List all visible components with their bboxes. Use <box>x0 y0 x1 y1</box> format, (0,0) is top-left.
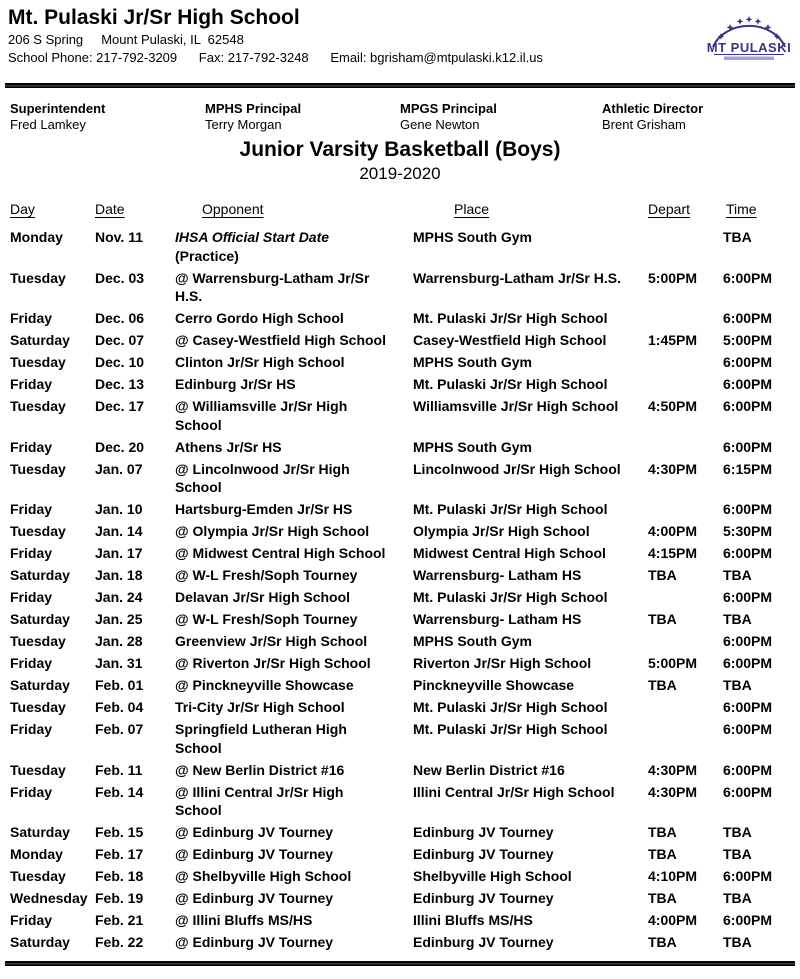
cell-time: 5:00PM <box>723 332 773 348</box>
cell-opponent <box>175 269 413 306</box>
cell-place: Mt. Pulaski Jr/Sr High School <box>413 310 608 326</box>
cell-date: Feb. 07 <box>95 721 144 737</box>
cell-time: 6:00PM <box>723 655 773 671</box>
logo-text: MT PULASKI <box>706 40 792 55</box>
letterhead <box>0 6 800 66</box>
cell-time: 6:00PM <box>723 721 773 737</box>
cell-place: Lincolnwood Jr/Sr High School <box>413 460 621 477</box>
cell-depart: 4:30PM <box>648 783 698 800</box>
cell-depart: 4:30PM <box>648 761 698 778</box>
cell-time: TBA <box>723 229 752 245</box>
cell-time: 6:00PM <box>723 868 773 884</box>
opponent-line: School <box>175 479 222 495</box>
cell-place: Casey-Westfield High School <box>413 332 607 348</box>
cell-date: Feb. 21 <box>95 912 144 928</box>
cell-opponent <box>175 353 413 372</box>
opponent-line: Hartsburg-Emden Jr/Sr HS <box>175 501 353 517</box>
table-row <box>10 632 798 651</box>
staff-title: MPHS Principal <box>205 101 302 116</box>
opponent-line: Cerro Gordo High School <box>175 310 344 326</box>
table-row <box>10 654 798 673</box>
title-block <box>0 138 800 184</box>
cell-time: 6:00PM <box>723 912 773 928</box>
cell-opponent <box>175 228 413 265</box>
table-row <box>10 889 798 908</box>
cell-day: Tuesday <box>10 460 66 477</box>
cell-place: Edinburg JV Tourney <box>413 846 554 862</box>
cell-opponent <box>175 761 413 780</box>
cell-day: Wednesday <box>10 890 88 906</box>
cell-time: TBA <box>723 890 752 906</box>
opponent-line: @ W-L Fresh/Soph Tourney <box>175 611 358 627</box>
cell-place: Edinburg JV Tourney <box>413 934 554 950</box>
cell-time: 6:00PM <box>723 545 773 561</box>
cell-place: Williamsville Jr/Sr High School <box>413 398 619 414</box>
schedule-season: 2019-2020 <box>359 164 441 183</box>
staff-member <box>400 101 602 133</box>
cell-place: Shelbyville High School <box>413 868 572 884</box>
cell-place: Illini Central Jr/Sr High School <box>413 783 615 800</box>
opponent-line: @ Olympia Jr/Sr High School <box>175 523 370 539</box>
cell-time: 6:00PM <box>723 438 773 455</box>
table-row <box>10 588 798 607</box>
cell-place: MPHS South Gym <box>413 354 533 370</box>
cell-time: TBA <box>723 677 752 693</box>
opponent-line: Clinton Jr/Sr High School <box>175 354 345 370</box>
cell-depart: 1:45PM <box>648 332 698 348</box>
cell-date: Jan. 18 <box>95 567 143 583</box>
opponent-line: @ Edinburg JV Tourney <box>175 846 334 862</box>
cell-time: 6:00PM <box>723 376 773 392</box>
cell-depart: TBA <box>648 890 677 906</box>
school-name: Mt. Pulaski Jr/Sr High School <box>8 6 300 29</box>
table-row <box>10 823 798 842</box>
school-logo <box>704 6 794 64</box>
cell-time: 6:00PM <box>723 269 773 286</box>
table-row <box>10 783 798 820</box>
cell-day: Saturday <box>10 567 70 583</box>
table-row <box>10 566 798 585</box>
cell-day: Saturday <box>10 332 70 348</box>
cell-day: Tuesday <box>10 354 66 370</box>
cell-opponent <box>175 331 413 350</box>
opponent-line: Springfield Lutheran High <box>175 721 347 737</box>
staff-name: Gene Newton <box>400 117 480 132</box>
cell-place: New Berlin District #16 <box>413 761 565 778</box>
opponent-line: (Practice) <box>175 247 239 264</box>
cell-day: Friday <box>10 438 53 455</box>
cell-place: Pinckneyville Showcase <box>413 677 575 693</box>
col-header-date: Date <box>95 201 125 217</box>
cell-opponent <box>175 375 413 394</box>
cell-date: Jan. 17 <box>95 545 143 561</box>
cell-time: 6:00PM <box>723 783 773 800</box>
cell-depart: 4:10PM <box>648 868 698 884</box>
table-row <box>10 867 798 886</box>
cell-day: Tuesday <box>10 398 66 414</box>
staff-title: Superintendent <box>10 101 106 116</box>
opponent-line: Delavan Jr/Sr High School <box>175 589 351 605</box>
cell-place: MPHS South Gym <box>413 438 533 455</box>
staff-name: Brent Grisham <box>602 117 686 132</box>
cell-opponent <box>175 867 413 886</box>
opponent-line: @ Edinburg JV Tourney <box>175 890 334 906</box>
cell-place: Midwest Central High School <box>413 545 606 561</box>
cell-opponent <box>175 397 413 434</box>
cell-opponent <box>175 845 413 864</box>
table-row <box>10 460 798 497</box>
cell-time: TBA <box>723 567 752 583</box>
col-header-opponent: Opponent <box>202 201 264 217</box>
opponent-line: @ Illini Central Jr/Sr High <box>175 783 344 800</box>
cell-depart: 4:15PM <box>648 545 698 561</box>
staff-title: Athletic Director <box>602 101 704 116</box>
schedule-table-body <box>10 228 798 952</box>
cell-time: TBA <box>723 934 752 950</box>
table-row <box>10 698 798 717</box>
opponent-line: @ Williamsville Jr/Sr High <box>175 398 348 414</box>
opponent-line: @ W-L Fresh/Soph Tourney <box>175 567 358 583</box>
cell-place: Edinburg JV Tourney <box>413 890 554 906</box>
opponent-line: School <box>175 802 222 818</box>
cell-place: Mt. Pulaski Jr/Sr High School <box>413 721 608 737</box>
table-row <box>10 761 798 780</box>
school-logo-emblem <box>704 6 794 64</box>
cell-date: Feb. 14 <box>95 783 144 800</box>
cell-time: TBA <box>723 846 752 862</box>
cell-date: Feb. 22 <box>95 934 144 950</box>
cell-opponent <box>175 500 413 519</box>
cell-date: Dec. 03 <box>95 269 145 286</box>
cell-opponent <box>175 889 413 908</box>
cell-day: Friday <box>10 545 53 561</box>
cell-opponent <box>175 698 413 717</box>
cell-date: Jan. 14 <box>95 523 143 539</box>
cell-time: 6:00PM <box>723 761 773 778</box>
cell-day: Tuesday <box>10 699 66 715</box>
table-row <box>10 309 798 328</box>
opponent-line: Edinburg Jr/Sr HS <box>175 376 296 392</box>
cell-time: 6:15PM <box>723 460 773 477</box>
cell-opponent <box>175 588 413 607</box>
opponent-line: Tri-City Jr/Sr High School <box>175 699 345 715</box>
cell-time: 6:00PM <box>723 310 773 326</box>
staff-block <box>0 101 800 133</box>
cell-time: 5:30PM <box>723 523 773 539</box>
cell-day: Tuesday <box>10 269 66 286</box>
cell-day: Saturday <box>10 677 70 693</box>
cell-date: Jan. 25 <box>95 611 143 627</box>
cell-place: Olympia Jr/Sr High School <box>413 523 590 539</box>
cell-place: Illini Bluffs MS/HS <box>413 912 533 928</box>
cell-time: 6:00PM <box>723 589 773 605</box>
cell-date: Feb. 04 <box>95 699 144 715</box>
table-row <box>10 353 798 372</box>
staff-member <box>10 101 205 133</box>
cell-time: 6:00PM <box>723 501 773 517</box>
table-row <box>10 522 798 541</box>
cell-opponent <box>175 460 413 497</box>
cell-day: Monday <box>10 229 63 245</box>
cell-place: Edinburg JV Tourney <box>413 824 554 840</box>
cell-date: Feb. 18 <box>95 868 144 884</box>
cell-depart: 4:00PM <box>648 912 698 928</box>
opponent-line: @ Pinckneyville Showcase <box>175 677 354 693</box>
cell-place: Warrensburg- Latham HS <box>413 611 582 627</box>
cell-place: Mt. Pulaski Jr/Sr High School <box>413 376 608 392</box>
table-row <box>10 438 798 457</box>
cell-time: 6:00PM <box>723 699 773 715</box>
cell-place: MPHS South Gym <box>413 229 533 245</box>
cell-opponent <box>175 676 413 695</box>
schedule-table <box>0 201 800 952</box>
col-header-place: Place <box>454 201 490 217</box>
cell-time: TBA <box>723 824 752 840</box>
cell-day: Tuesday <box>10 633 66 649</box>
table-row <box>10 500 798 519</box>
cell-date: Dec. 07 <box>95 332 145 348</box>
cell-date: Dec. 13 <box>95 376 145 392</box>
opponent-line: Athens Jr/Sr HS <box>175 438 282 455</box>
cell-date: Feb. 19 <box>95 890 144 906</box>
cell-date: Jan. 31 <box>95 655 143 671</box>
cell-date: Feb. 11 <box>95 761 143 778</box>
cell-date: Jan. 28 <box>95 633 143 649</box>
table-row <box>10 676 798 695</box>
cell-day: Friday <box>10 912 53 928</box>
opponent-line: @ Edinburg JV Tourney <box>175 824 334 840</box>
cell-date: Nov. 11 <box>95 229 143 245</box>
table-row <box>10 331 798 350</box>
opponent-line: School <box>175 416 222 433</box>
cell-opponent <box>175 566 413 585</box>
col-header-time: Time <box>726 201 757 217</box>
cell-day: Friday <box>10 783 53 800</box>
cell-day: Tuesday <box>10 868 66 884</box>
table-row <box>10 375 798 394</box>
cell-opponent <box>175 720 413 757</box>
cell-place: Mt. Pulaski Jr/Sr High School <box>413 699 608 715</box>
cell-depart: TBA <box>648 677 677 693</box>
cell-place: Riverton Jr/Sr High School <box>413 655 592 671</box>
cell-day: Tuesday <box>10 761 66 778</box>
opponent-line: @ Casey-Westfield High School <box>175 332 386 348</box>
staff-member <box>205 101 400 133</box>
cell-place: Mt. Pulaski Jr/Sr High School <box>413 589 608 605</box>
cell-date: Dec. 06 <box>95 310 145 326</box>
cell-opponent <box>175 933 413 952</box>
cell-depart: 4:00PM <box>648 523 698 539</box>
cell-day: Friday <box>10 310 53 326</box>
opponent-line: @ Shelbyville High School <box>175 868 352 884</box>
col-header-depart: Depart <box>648 201 691 217</box>
top-divider <box>5 83 795 88</box>
cell-day: Friday <box>10 376 53 392</box>
cell-day: Saturday <box>10 824 70 840</box>
opponent-line: H.S. <box>175 288 203 304</box>
cell-opponent <box>175 654 413 673</box>
cell-date: Feb. 01 <box>95 677 144 693</box>
cell-place: Mt. Pulaski Jr/Sr High School <box>413 501 608 517</box>
table-row <box>10 911 798 930</box>
table-row <box>10 845 798 864</box>
cell-opponent <box>175 438 413 457</box>
opponent-line: @ Illini Bluffs MS/HS <box>175 912 313 928</box>
cell-day: Saturday <box>10 611 70 627</box>
schedule-title: Junior Varsity Basketball (Boys) <box>239 138 561 161</box>
cell-day: Friday <box>10 721 53 737</box>
cell-day: Saturday <box>10 934 70 950</box>
cell-time: TBA <box>723 611 752 627</box>
cell-depart: 4:50PM <box>648 398 698 414</box>
cell-date: Dec. 10 <box>95 354 145 370</box>
cell-opponent <box>175 823 413 842</box>
cell-opponent <box>175 632 413 651</box>
cell-depart: 5:00PM <box>648 655 698 671</box>
table-row <box>10 397 798 434</box>
cell-opponent <box>175 610 413 629</box>
table-row <box>10 544 798 563</box>
opponent-line: @ Lincolnwood Jr/Sr High <box>175 460 350 477</box>
school-contact-line: School Phone: 217-792-3209 Fax: 217-792-3248 Email: bgrisham@mtpulaski.k12.il.us <box>8 50 543 65</box>
bottom-divider <box>5 961 795 966</box>
cell-depart: TBA <box>648 567 677 583</box>
opponent-line: IHSA Official Start Date <box>175 229 330 245</box>
cell-date: Dec. 20 <box>95 438 145 455</box>
cell-day: Friday <box>10 501 53 517</box>
cell-date: Jan. 24 <box>95 589 143 605</box>
opponent-line: @ New Berlin District #16 <box>175 761 345 778</box>
opponent-line: @ Edinburg JV Tourney <box>175 934 334 950</box>
cell-depart: TBA <box>648 846 677 862</box>
cell-date: Jan. 07 <box>95 460 143 477</box>
cell-place: Warrensburg- Latham HS <box>413 567 582 583</box>
opponent-line: @ Riverton Jr/Sr High School <box>175 655 371 671</box>
cell-date: Jan. 10 <box>95 501 143 517</box>
cell-depart: TBA <box>648 611 677 627</box>
staff-title: MPGS Principal <box>400 101 497 116</box>
cell-opponent <box>175 911 413 930</box>
table-row <box>10 269 798 306</box>
cell-date: Feb. 15 <box>95 824 144 840</box>
cell-day: Friday <box>10 589 53 605</box>
cell-opponent <box>175 783 413 820</box>
table-header-row <box>10 201 798 218</box>
opponent-line: @ Warrensburg-Latham Jr/Sr <box>175 269 370 286</box>
table-row <box>10 933 798 952</box>
cell-date: Dec. 17 <box>95 398 145 414</box>
school-address: 206 S Spring Mount Pulaski, IL 62548 <box>8 32 244 47</box>
cell-place: MPHS South Gym <box>413 633 533 649</box>
cell-depart: TBA <box>648 934 677 950</box>
cell-depart: 4:30PM <box>648 460 698 477</box>
staff-name: Terry Morgan <box>205 117 282 132</box>
cell-place: Warrensburg-Latham Jr/Sr H.S. <box>413 269 621 286</box>
cell-day: Friday <box>10 655 53 671</box>
cell-date: Feb. 17 <box>95 846 144 862</box>
opponent-line: Greenview Jr/Sr High School <box>175 633 368 649</box>
staff-member <box>602 101 800 133</box>
opponent-line: School <box>175 739 222 756</box>
cell-time: 6:00PM <box>723 354 773 370</box>
cell-opponent <box>175 309 413 328</box>
staff-name: Fred Lamkey <box>10 117 86 132</box>
cell-time: 6:00PM <box>723 633 773 649</box>
cell-day: Monday <box>10 846 63 862</box>
col-header-day: Day <box>10 201 35 217</box>
table-row <box>10 720 798 757</box>
cell-opponent <box>175 544 413 563</box>
cell-depart: TBA <box>648 824 677 840</box>
opponent-line: @ Midwest Central High School <box>175 545 386 561</box>
cell-depart: 5:00PM <box>648 269 698 286</box>
cell-opponent <box>175 522 413 541</box>
table-row <box>10 610 798 629</box>
cell-time: 6:00PM <box>723 398 773 414</box>
cell-day: Tuesday <box>10 523 66 539</box>
logo-stars <box>718 16 781 40</box>
logo-microtext-band <box>724 57 774 61</box>
table-row <box>10 228 798 265</box>
